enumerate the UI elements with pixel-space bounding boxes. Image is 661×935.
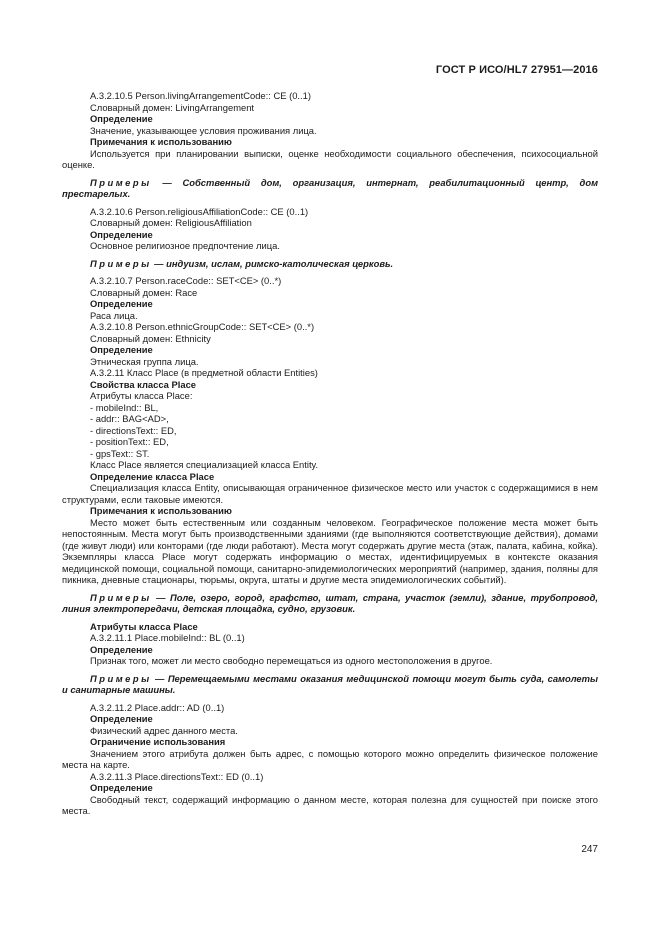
document-header-title: ГОСТ Р ИСО/HL7 27951—2016 [435,64,598,76]
attribute-heading: А.3.2.10.7 Person.raceCode:: SET<CE> (0..*) [90,275,282,286]
paragraph: Раса лица. [90,309,138,321]
paragraph: Физический адрес данного места. [90,724,238,736]
paragraph: Признак того, может ли место свободно перемещаться из одного местоположения в другое. [90,655,493,666]
page-body [62,90,598,817]
example-note [62,592,598,615]
example-text: — Поле, озеро, город, графство, штат, страна, участок (земли), здание, трубопровод, линия электропередачи, детская площадка, судно, грузовик. [62,591,598,614]
example-prefix: Примеры [90,257,152,269]
section-label: Определение [90,228,153,240]
paragraph: Атрибуты класса Place: [90,390,193,401]
page-number: 247 [581,844,598,855]
example-prefix: Примеры [90,672,152,684]
attribute-heading: А.3.2.10.6 Person.religiousAffiliationCode:: CE (0..1) [90,205,309,217]
example-prefix: Примеры [90,591,152,603]
section-label: Свойства класса Place [90,378,196,390]
example-note [62,258,598,270]
paragraph: Используется при планировании выписки, оценке необходимости социального обеспечения, психосоциальной оценке. [62,147,598,170]
example-note [62,177,598,200]
attribute-heading: А.3.2.11.2 Place.addr:: AD (0..1) [90,701,225,713]
section-label: Определение [90,782,153,793]
attribute-heading: А.3.2.11.1 Place.mobileInd:: BL (0..1) [90,632,245,643]
example-text: — Собственный дом, организация, интернат, реабилитационный центр, дом престарелых. [62,176,598,199]
section-label: Примечания к использованию [90,136,232,147]
section-label: Определение [90,713,153,724]
section-label: Определение [90,298,153,309]
section-label: Ограничение использования [90,736,226,747]
attribute-list-item: - mobileInd:: BL, [90,401,159,413]
vocabulary-domain: Словарный домен: Race [90,286,198,298]
attribute-list-item: - directionsText:: ED, [90,424,177,436]
section-label: Определение [90,344,153,355]
section-label: Определение класса Place [90,470,215,482]
paragraph: Место может быть естественным или созданным человеком. Географическое положение места может быть непостоянным. Места могут быть производственными зданиями (где выполняются соответствующие действия), домами (где живут люди) или конторами (где люди работают). Места могут содержать другие места (этаж, палата, кабина, койка). Экземпляры класса Place могут содержать информацию о местах, идентифицируемых в контексте оказания медицинской помощи, социальной помощи, санитарно-эпидемиологических мероприятий (например, здания, поляны для пикника, дневные стационары, тюрьмы, округа, штаты и другие места эпидемиологических событий). [62,516,598,585]
example-note [62,673,598,696]
paragraph: Основное религиозное предпочтение лица. [90,240,280,251]
paragraph: Класс Place является специализацией класса Entity. [90,459,319,470]
section-label: Примечания к использованию [90,505,232,516]
example-text: — индуизм, ислам, римско-католическая церковь. [151,257,394,269]
section-label: Атрибуты класса Place [90,620,198,632]
section-label: Определение [90,113,153,124]
vocabulary-domain: Словарный домен: Ethnicity [90,332,211,344]
class-heading: А.3.2.11 Класс Place (в предметной области Entities) [90,367,318,378]
paragraph: Этническая группа лица. [90,355,199,367]
example-prefix: Примеры [90,176,152,188]
paragraph: Значение, указывающее условия проживания лица. [90,124,317,136]
attribute-heading: А.3.2.10.5 Person.livingArrangementCode:: CE (0..1) [90,90,311,101]
paragraph: Свободный текст, содержащий информацию о данном месте, которая полезна для сущностей при поиске этого места. [62,793,598,816]
vocabulary-domain: Словарный домен: ReligiousAffiliation [90,217,252,228]
vocabulary-domain: Словарный домен: LivingArrangement [90,101,255,113]
attribute-heading: А.3.2.11.3 Place.directionsText:: ED (0..1) [90,770,264,782]
attribute-list-item: - gpsText:: ST. [90,447,150,459]
paragraph: Значением этого атрибута должен быть адрес, с помощью которого можно определить физическое положение места на карте. [62,747,598,770]
attribute-list-item: - addr:: BAG<AD>, [90,413,169,424]
attribute-list-item: - positionText:: ED, [90,436,169,447]
example-text: — Перемещаемыми местами оказания медицинской помощи могут быть суда, самолеты и санитарные машины. [62,672,598,695]
section-label: Определение [90,643,153,655]
attribute-heading: А.3.2.10.8 Person.ethnicGroupCode:: SET<CE> (0..*) [90,321,315,332]
paragraph: Специализация класса Entity, описывающая ограниченное физическое место или участок с содержащимися в нем структурами, если таковые имеются. [62,482,598,505]
